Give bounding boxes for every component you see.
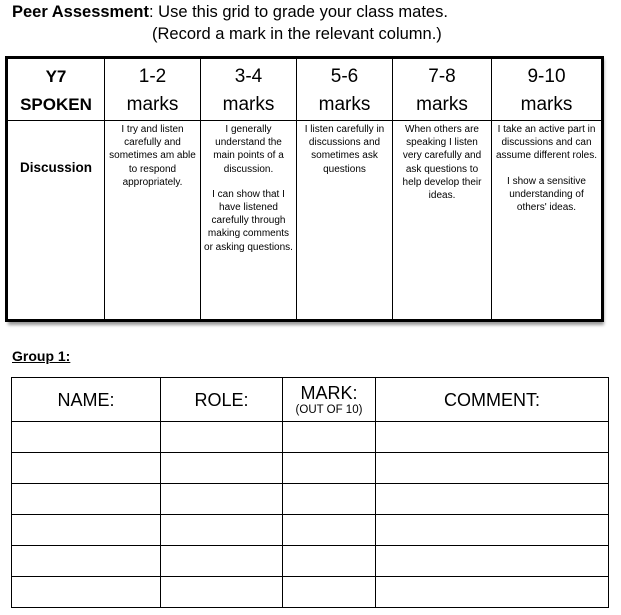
rubric-discussion-row [7,121,603,321]
role-cell[interactable] [161,422,283,453]
descriptor-text: I take an active part in discussions and can assume different roles. [496,124,597,162]
table-row [12,577,609,608]
comment-cell[interactable] [376,515,609,546]
intro-title: Peer Assessment [12,3,149,21]
skill-label: SPOKEN [20,95,92,114]
table-row [12,484,609,515]
mark-cell[interactable] [283,484,376,515]
header-mark-label: MARK: [300,382,358,403]
comment-cell[interactable] [376,484,609,515]
descriptor-text-extra: I show a sensitive understanding of others' ideas. [507,175,586,214]
descriptor-spacer [204,176,293,188]
descriptor-spacer [495,163,598,175]
band-header-9-10 [492,58,603,121]
role-cell[interactable] [161,577,283,608]
descriptor-text: I generally understand the main points of a discussion. [213,124,284,175]
descriptor-9-10 [492,121,603,321]
group-mark-table [11,377,609,608]
band-unit: marks [520,94,573,115]
mark-cell[interactable] [283,546,376,577]
header-name: NAME: [12,378,161,422]
role-cell[interactable] [161,546,283,577]
year-label: Y7 [45,67,67,86]
comment-cell[interactable] [376,422,609,453]
name-cell[interactable] [12,515,161,546]
descriptor-text-extra: I can show that I have listened carefully through making comments or asking questions. [204,188,293,253]
rubric-corner [7,58,105,121]
table-row [12,422,609,453]
intro-instruction: : Use this grid to grade your class mates. [148,3,448,21]
mark-cell[interactable] [283,515,376,546]
name-cell[interactable] [12,577,161,608]
row-label-discussion: Discussion [7,121,105,321]
mark-cell[interactable] [283,453,376,484]
descriptor-5-6 [297,121,393,321]
band-unit: marks [318,94,371,115]
comment-cell[interactable] [376,453,609,484]
band-range: 5-6 [330,66,359,87]
band-header-5-6 [297,58,393,121]
name-cell[interactable] [12,422,161,453]
comment-cell[interactable] [376,546,609,577]
descriptor-text: When others are speaking I listen very carefully and ask questions to help develop their ideas. [402,124,482,202]
header-mark [283,378,376,422]
header-mark-scale: (OUT OF 10) [295,403,363,416]
band-header-7-8 [393,58,492,121]
band-unit: marks [222,94,275,115]
mark-cell[interactable] [283,577,376,608]
band-header-3-4 [201,58,297,121]
band-range: 3-4 [234,66,263,87]
role-cell[interactable] [161,484,283,515]
group-header-row [12,378,609,422]
role-cell[interactable] [161,515,283,546]
intro-note: (Record a mark in the relevant column.) [152,25,442,43]
descriptor-text: I listen carefully in discussions and sometimes ask questions [304,124,385,175]
group-label: Group 1: [12,348,71,364]
intro-heading [12,2,448,22]
descriptor-text: I try and listen carefully and sometimes am able to respond appropriately. [109,124,196,188]
role-cell[interactable] [161,453,283,484]
name-cell[interactable] [12,484,161,515]
band-range: 1-2 [138,66,167,87]
descriptor-7-8 [393,121,492,321]
mark-cell[interactable] [283,422,376,453]
name-cell[interactable] [12,453,161,484]
band-range: 7-8 [428,66,456,87]
rubric-table [5,56,604,322]
header-role: ROLE: [161,378,283,422]
header-comment: COMMENT: [376,378,609,422]
rubric-grid [5,56,601,322]
band-range: 9-10 [527,66,566,87]
name-cell[interactable] [12,546,161,577]
table-row [12,453,609,484]
descriptor-3-4 [201,121,297,321]
rubric-header-row [7,58,603,121]
descriptor-1-2 [105,121,201,321]
table-row [12,546,609,577]
band-unit: marks [126,94,179,115]
band-header-1-2 [105,58,201,121]
comment-cell[interactable] [376,577,609,608]
table-row [12,515,609,546]
band-unit: marks [416,94,468,115]
